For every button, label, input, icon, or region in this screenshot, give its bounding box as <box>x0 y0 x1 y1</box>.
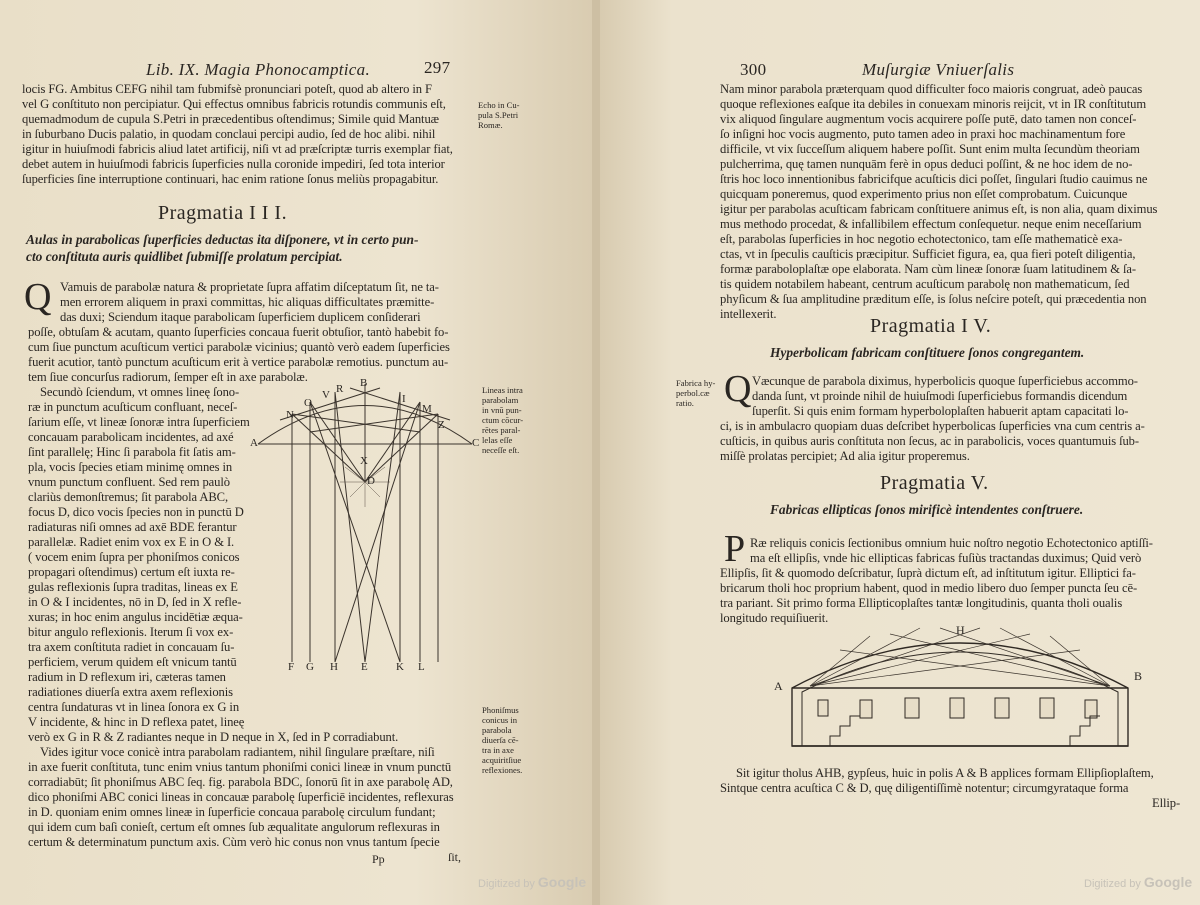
text-line: vel G conſtituto non percipiatur. Qui effectus omnibus fabricis rotundis communis eſt, <box>22 97 446 111</box>
text-line: radiationes diuerſa extra axem reflexionis <box>28 685 233 699</box>
text-line: ſuperſit. Si quis enim formam hyperboloplaſten habuerit aptam capacitati lo- <box>752 404 1129 418</box>
catchword: ſit, <box>448 850 462 864</box>
text-line: gulas reflexionis ſupra traditas, lineas ex E <box>28 580 238 594</box>
page-number: 300 <box>740 60 767 79</box>
section-subheading: Hyperbolicam fabricam conſtituere ſonos congregantem. <box>770 345 1085 360</box>
diagram-label-n: N <box>286 409 294 421</box>
text-line: quicquam poneremus, quod experimento prius non eſſet comprobatum. Cuicunque <box>720 187 1128 201</box>
text-line: centra ſundaturas vt in linea ſonora ex G in <box>28 700 240 714</box>
margin-note: Lineas intra <box>482 385 523 395</box>
text-line: tis quidem notabilem habeant, centrum acuſticum parabolę non mathematicum, ſed <box>720 277 1130 291</box>
text-line: tra pariant. Sit primo forma Ellipticoplaſtes tantæ longitudinis, quanta tholi oualis <box>720 596 1123 610</box>
text-line: V incidente, & hinc in D reflexa patet, lineę <box>28 715 245 729</box>
margin-note: tra in axe <box>482 745 514 755</box>
text-line: ( vocem enim ſupra per phoniſmos conicos <box>28 550 240 564</box>
diagram-label-e: E <box>361 661 368 672</box>
text-line: formæ paraboloplaſtæ ope elaborata. Nam cùm lineæ ſonoræ ſuam latitudinem & ſa- <box>720 262 1136 276</box>
margin-note: Romæ. <box>478 120 503 130</box>
diagram-label-v: V <box>322 389 330 401</box>
margin-note: parabola <box>482 725 512 735</box>
text-line: men errorem aliquem in praxi committas, hic aliquas difficultates præmitte- <box>60 295 435 309</box>
running-head: Lib. IX. Magia Phonocamptica. <box>146 60 371 79</box>
margin-note: Echo in Cu- <box>478 100 520 110</box>
text-line: ctas, vt in ſpeculis cauſticis præcipitur. Sufficiet figura, ea, qua fieri poteſt diligentia, <box>720 247 1136 261</box>
margin-note: neceſſe eſt. <box>482 445 520 455</box>
text-line: radiaturas niſi omnes ad axē BDE ferantur <box>28 520 237 534</box>
text-line: Ellipſis, ſit & quomodo deſcribatur, ſuprà dictum eſt, ad inſtitutum igitur. Elliptici fa- <box>720 566 1136 580</box>
drop-cap: Q <box>724 368 752 410</box>
text-line: radium in D reflexum iri, cæteras tamen <box>28 670 226 684</box>
diagram-label-f: F <box>288 661 295 672</box>
text-line: ſuperficies ſine interruptione continuari, hac enim ratione ſonus meliùs propagabitur. <box>22 172 439 186</box>
book-gutter <box>592 0 600 905</box>
text-line: Nam minor parabola præterquam quod difficulter foco maioris congruat, adeò paucas <box>720 82 1143 96</box>
text-line: corradiabūt; ſit phoniſmus ABC ſeq. fig. parabola BDC, ſonorū ſit in axe parabolę AD, <box>28 775 453 789</box>
running-head: Muſurgiæ Vniuerſalis <box>862 60 1015 79</box>
text-line: ſo inſigni hoc vocis augmento, puto tamen adeo in praxi hoc machinamentum fore <box>720 127 1126 141</box>
section-heading: Pragmatia V. <box>880 472 989 494</box>
text-line: ma eſt ellipſis, vnde hic ellipticas fabricas fuſiùs tractandas duximus; Quid verò <box>750 551 1142 565</box>
text-line: locis FG. Ambitus CEFG nihil tam fubmifsè pronunciari poteſt, quod ab altero in F <box>22 82 432 96</box>
margin-note: ratio. <box>676 398 694 408</box>
text-line: debet autem in huiuſmodi fabricis ſuperficies nulla coronide impediri, ſed tota interior <box>22 157 445 171</box>
drop-cap: Q <box>24 276 52 318</box>
text-line: tra axem conſtituta radiet in concauam ſu- <box>28 640 235 654</box>
text-line: danda ſunt, vt proinde nihil de huiuſmodi ſuperficiebus formandis dicendum <box>752 389 1128 403</box>
elliptical-vault-figure <box>770 618 1150 758</box>
section-heading: Pragmatia I I I. <box>158 202 288 224</box>
text-line: eſt, parabolas ſuperficies in hoc negotio echotectonico, tam eſſe mathematicè exa- <box>720 232 1123 246</box>
text-line: qui idem cum baſi conieſt, certum eſt omnes ſub æqualitate angulorum reflexuras in <box>28 820 440 834</box>
text-line: dico phoniſmi ABC conici lineas in concauæ parabolę ſuperficiē incidentes, reflexuras <box>28 790 454 804</box>
section-subheading: cto conſtituta auris quidlibet ſubmiſſe prolatum percipiat. <box>26 249 343 264</box>
text-line: quemadmodum de cupula S.Petri in præcedentibus oſtendimus; Simile quid Mantuæ <box>22 112 439 126</box>
text-line: ſint parallelę; Hinc ſi parabola fit ſatis am- <box>28 445 236 459</box>
diagram-label-h: H <box>330 661 338 672</box>
section-subheading: Aulas in parabolicas ſuperficies deductas ita diſponere, vt in certo pun- <box>26 232 419 247</box>
text-line: in O & I incidentes, nō in D, ſed in X refle- <box>28 595 242 609</box>
text-line: mus methodo procedat, & infallibilem effectum conſequetur. neque enim neceſſarium <box>720 217 1142 231</box>
left-page <box>0 0 592 905</box>
diagram-label-m: M <box>422 403 432 415</box>
margin-note: diuerſa cē- <box>482 735 519 745</box>
text-line: verò ex G in R & Z radiantes neque in D neque in X, ſed in P corradiabunt. <box>28 730 399 744</box>
text-line: vnum punctum confluent. Sed rem paulò <box>28 475 230 489</box>
drop-cap: P <box>724 528 746 570</box>
diagram-label-l: L <box>418 661 425 672</box>
section-heading: Pragmatia I V. <box>870 315 992 337</box>
text-line: xuras; in hoc enim angulus incidētiæ æqua- <box>28 610 243 624</box>
text-line: fuerit acutior, tantò punctum acuſticum erit à vertice parabolæ remotius. punctum au- <box>28 355 449 369</box>
diagram-label-i: I <box>402 393 406 405</box>
text-line: perficiem, verum quidem eſt vnicum tantū <box>28 655 237 669</box>
watermark: Digitized by Google <box>1084 874 1193 890</box>
diagram-label-b: B <box>360 377 368 389</box>
text-line: igitur per parabolas acuſticam fabricam conſtituere animus eſt, is non alia, quam diximus <box>720 202 1158 216</box>
diagram-label-a: A <box>774 679 783 693</box>
margin-note: rētes paral- <box>482 425 521 435</box>
diagram-label-d: D <box>367 475 375 487</box>
text-line: das duxi; Sciendum itaque parabolicam ſuperficiem duplicem conſiderari <box>60 310 421 324</box>
text-line: Sit igitur tholus AHB, gypſeus, huic in polis A & B applices formam Ellipſioplaſtem, <box>736 766 1154 780</box>
diagram-label-g: G <box>306 661 314 672</box>
margin-note: parabolam <box>482 395 519 405</box>
text-line: quoque reflexiones eaſque ita debiles in conuexam minoris reijcit, vt in IR conſtitutum <box>720 97 1147 111</box>
text-line: igitur in huiuſmodi fabricis aliud latet artificij, niſi vt ad præſcriptæ turris exemplar fiat, <box>22 142 453 156</box>
text-line: bitur angulo reflexionis. Iterum ſi vox ex- <box>28 625 234 639</box>
text-line: Secundò ſciendum, vt omnes lineę ſono- <box>40 385 240 399</box>
margin-note: ctum cōcur- <box>482 415 524 425</box>
diagram-label-a: A <box>250 437 258 449</box>
text-line: longitudo requiſiuerit. <box>720 611 829 625</box>
text-line: intellexerit. <box>720 307 777 321</box>
margin-note: Fabrica hy- <box>676 378 716 388</box>
margin-note: in vnū pun- <box>482 405 522 415</box>
margin-note: conicus in <box>482 715 518 725</box>
text-line: ræ in punctum acuſticum confluant, neceſ- <box>28 400 238 414</box>
text-line: certum & determinatum punctum axis. Cùm verò hic conus non vnus tantum ſpecie <box>28 835 440 849</box>
margin-note: lelas eſſe <box>482 435 513 445</box>
text-line: in axe fuerit conſtituta, tunc enim vnius tantum phoniſmi conici lineæ in vnum punctū <box>28 760 452 774</box>
watermark: Digitized by Google <box>478 874 587 890</box>
text-line: vix aliquod ſingulare augmentum vocis acquirere poſſe putē, dato tamen non conceſ- <box>720 112 1137 126</box>
margin-note: reflexiones. <box>482 765 523 775</box>
parabola-diagram <box>250 372 480 672</box>
text-line: concauam parabolicam incidentes, ad axé <box>28 430 234 444</box>
diagram-label-h: H <box>956 623 965 637</box>
diagram-label-b: B <box>1134 669 1143 683</box>
text-line: cuſticis, in quibus auris conſtituta non ſecus, ac in parabolicis, voces quantumuis ſub- <box>720 434 1139 448</box>
text-line: Sintque centra acuſtica C & D, quę diligentiſſimè notentur; circumgyrataque forma <box>720 781 1129 795</box>
right-page <box>600 0 1200 905</box>
text-line: clariùs demonſtremus; ſit parabola ABC, <box>28 490 229 504</box>
text-line: ſarium eſſe, vt lineæ ſonoræ intra ſuperficiem <box>28 415 250 429</box>
text-line: tem ſiue concurſus radiorum, ſemper eſt in axe parabolæ. <box>28 370 308 384</box>
diagram-label-r: R <box>336 383 344 395</box>
text-line: cum ſiue punctum acuſticum vertici parabolæ vicinius; quantò verò eadem ſuperficies <box>28 340 450 354</box>
catchword: Ellip- <box>1152 796 1181 810</box>
text-line: focus D, dico vocis ſpecies non in punctū D <box>28 505 244 519</box>
text-line: ſtris hoc loco innentionibus fabricifque acuſticis dici poſſet, ſingulari ſtudio cauimus ne <box>720 172 1148 186</box>
text-line: difficile, vt vix ſucceſſum aliquem habere poſſit. Sunt enim multa ſecundùm theoriam <box>720 142 1140 156</box>
signature-mark: Pp <box>372 852 385 866</box>
text-line: Vides igitur voce conicè intra parabolam radiantem, nihil ſingulare præſtare, niſi <box>40 745 435 759</box>
text-line: poſſe, obtuſam & acutam, quanto ſuperficies concaua fuerit obtuſior, tantò habebit fo- <box>28 325 449 339</box>
margin-note: perbol.cæ <box>676 388 710 398</box>
text-line: propagari oſtendimus) certum eſt iuxta re- <box>28 565 235 579</box>
page-number: 297 <box>424 58 451 77</box>
text-line: Ræ reliquis conicis ſectionibus omnium huic noſtro negotio Echotectonico aptiſſi- <box>750 536 1153 550</box>
diagram-label-o: O <box>304 397 312 409</box>
diagram-label-z: Z <box>438 419 445 431</box>
text-line: ci, is in ambulacro quopiam duas deſcribet hyperbolicas ſuperficies vna cum centris a- <box>720 419 1145 433</box>
text-line: phyſicum & ſua amplitudine præditum eſſe, is ſolus neſcire poteſt, qui præcedentia non <box>720 292 1147 306</box>
text-line: pla, vocis ſpecies etiam minimę omnes in <box>28 460 233 474</box>
margin-note: acquiritſiue <box>482 755 522 765</box>
diagram-label-x: X <box>360 455 368 467</box>
section-subheading: Fabricas ellipticas ſonos mirificè intendentes conſtruere. <box>770 502 1084 517</box>
text-line: in ſuburbano Ducis palatio, in quodam conclaui percipi audio, ſed de hoc alibi. nihil <box>22 127 436 141</box>
text-line: Væcunque de parabola diximus, hyperbolicis quoque ſuperficiebus accommo- <box>752 374 1138 388</box>
text-line: Vamuis de parabolæ natura & proprietate ſupra affatim diſceptatum ſit, ne ta- <box>60 280 439 294</box>
margin-note: Phoniſmus <box>482 705 519 715</box>
text-line: in D. quoniam enim omnes lineæ in ſuperficie concaua parabolę circulum fundant; <box>28 805 436 819</box>
diagram-label-c: C <box>472 437 480 449</box>
text-line: parallelæ. Radiet enim vox ex E in O & I. <box>28 535 235 549</box>
margin-note: pula S.Petri <box>478 110 519 120</box>
text-line: miſſè prolatas percipiet; Ad alia igitur properemus. <box>720 449 970 463</box>
text-line: bricarum tholi hoc proprium habent, quod in medio libero duo ſemper puncta ſeu cē- <box>720 581 1138 595</box>
diagram-label-k: K <box>396 661 404 672</box>
text-line: pulcherrima, quę tamen nunquām ferè in opus deduci poſſint, & ne hoc idem de no- <box>720 157 1133 171</box>
